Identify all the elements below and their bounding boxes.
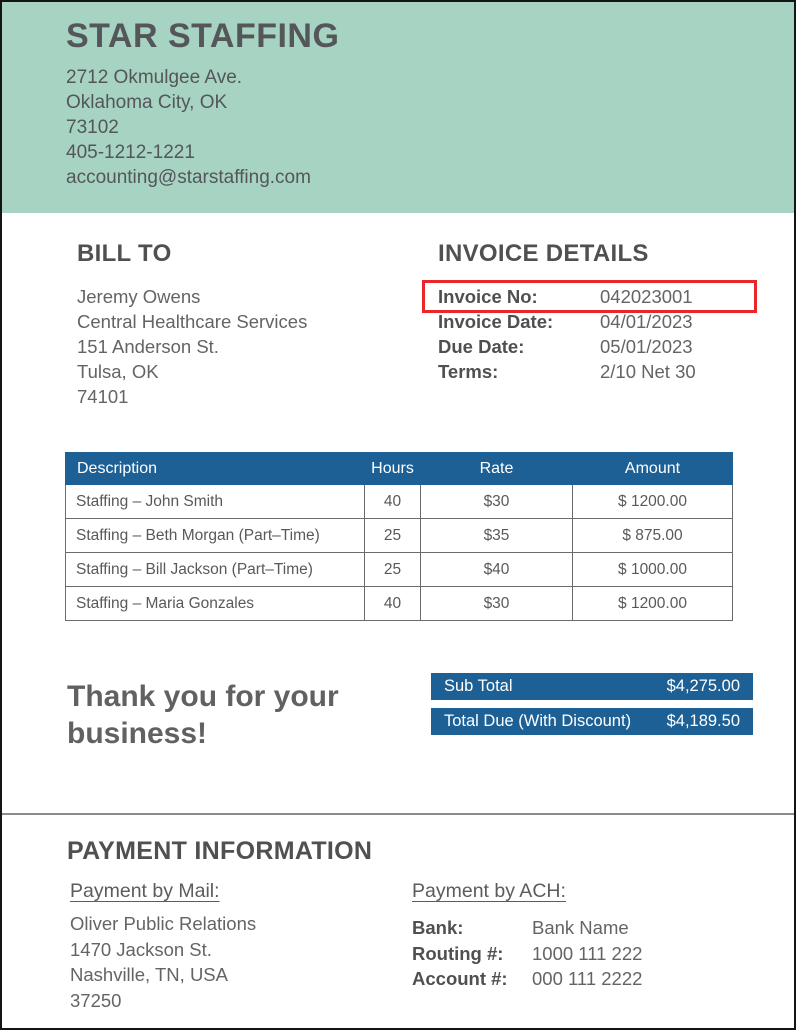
table-row — [66, 519, 733, 553]
item-description: Staffing – John Smith — [66, 485, 365, 519]
subtotal-label: Sub Total — [444, 677, 513, 695]
company-name: STAR STAFFING — [66, 17, 340, 55]
company-address-block — [66, 65, 754, 190]
item-hours: 25 — [365, 553, 421, 587]
bill-to-city: Tulsa, OK — [77, 361, 159, 382]
table-header-row — [66, 453, 733, 485]
item-hours: 40 — [365, 485, 421, 519]
item-amount: $ 1200.00 — [573, 485, 733, 519]
item-amount: $ 875.00 — [573, 519, 733, 553]
company-phone: 405-1212-1221 — [66, 142, 195, 163]
invoice-number-label: Invoice No: — [438, 286, 538, 307]
bill-to-zip: 74101 — [77, 386, 129, 407]
column-header-hours: Hours — [365, 453, 421, 485]
payment-by-mail-block — [67, 880, 412, 1013]
invoice-number-row-highlighted — [426, 284, 753, 309]
bill-to-block — [77, 240, 307, 409]
item-description: Staffing – Beth Morgan (Part–Time) — [66, 519, 365, 553]
item-description: Staffing – Maria Gonzales — [66, 587, 365, 621]
bill-to-name: Jeremy Owens — [77, 286, 201, 307]
info-section — [2, 240, 794, 409]
item-rate: $30 — [421, 485, 573, 519]
totals-section — [2, 673, 794, 752]
routing-value: 1000 111 222 — [532, 942, 643, 964]
item-amount: $ 1000.00 — [573, 553, 733, 587]
mail-city: Nashville, TN, USA — [70, 964, 228, 985]
due-date-label: Due Date: — [438, 336, 525, 357]
account-label: Account #: — [412, 968, 508, 989]
total-due-label: Total Due (With Discount) — [444, 712, 632, 730]
invoice-date-row — [438, 309, 753, 334]
total-due-bar — [431, 708, 753, 735]
table-row — [66, 587, 733, 621]
bank-value: Bank Name — [532, 917, 629, 938]
mail-zip: 37250 — [70, 989, 122, 1011]
item-hours: 25 — [365, 519, 421, 553]
due-date-value: 05/01/2023 — [600, 336, 693, 357]
terms-label: Terms: — [438, 361, 499, 382]
account-value: 000 111 2222 — [532, 968, 643, 989]
company-address-line: Oklahoma City, OK — [66, 92, 228, 113]
invoice-details-block — [438, 240, 753, 409]
brand-header — [2, 2, 794, 213]
column-header-rate: Rate — [421, 453, 573, 485]
invoice-number-value: 042023001 — [600, 286, 693, 307]
invoice-details-heading: INVOICE DETAILS — [438, 240, 649, 267]
account-row — [412, 966, 642, 992]
routing-label: Routing #: — [412, 942, 504, 964]
due-date-row — [438, 334, 753, 359]
bank-row — [412, 915, 642, 941]
item-rate: $30 — [421, 587, 573, 621]
bill-to-street: 151 Anderson St. — [77, 336, 219, 357]
invoice-date-label: Invoice Date: — [438, 311, 554, 332]
item-amount: $ 1200.00 — [573, 587, 733, 621]
column-header-description: Description — [66, 453, 365, 485]
payment-by-ach-block — [412, 880, 642, 1013]
mail-street: 1470 Jackson St. — [70, 938, 212, 960]
payment-information-section — [2, 815, 794, 1013]
mail-payee: Oliver Public Relations — [70, 913, 257, 934]
column-header-amount: Amount — [573, 453, 733, 485]
company-email: accounting@starstaffing.com — [66, 167, 311, 188]
line-items-table — [65, 452, 733, 621]
bill-to-heading: BILL TO — [77, 240, 172, 267]
totals-box — [431, 673, 753, 752]
terms-row — [438, 359, 753, 384]
subtotal-bar — [431, 673, 753, 700]
item-rate: $35 — [421, 519, 573, 553]
bank-label: Bank: — [412, 917, 464, 938]
terms-value: 2/10 Net 30 — [600, 361, 696, 382]
company-address-line: 73102 — [66, 117, 119, 138]
item-rate: $40 — [421, 553, 573, 587]
payment-information-heading: PAYMENT INFORMATION — [67, 837, 373, 865]
payment-by-ach-heading: Payment by ACH: — [412, 880, 566, 902]
table-row — [66, 485, 733, 519]
invoice-date-value: 04/01/2023 — [600, 311, 693, 332]
table-row — [66, 553, 733, 587]
payment-by-mail-heading: Payment by Mail: — [70, 880, 220, 902]
item-hours: 40 — [365, 587, 421, 621]
subtotal-value: $4,275.00 — [666, 677, 740, 695]
bill-to-company: Central Healthcare Services — [77, 311, 308, 332]
item-description: Staffing – Bill Jackson (Part–Time) — [66, 553, 365, 587]
routing-row — [412, 941, 642, 967]
company-address-line: 2712 Okmulgee Ave. — [66, 67, 243, 88]
total-due-value: $4,189.50 — [666, 712, 740, 730]
thank-you-message: Thank you for your business! — [67, 680, 339, 750]
